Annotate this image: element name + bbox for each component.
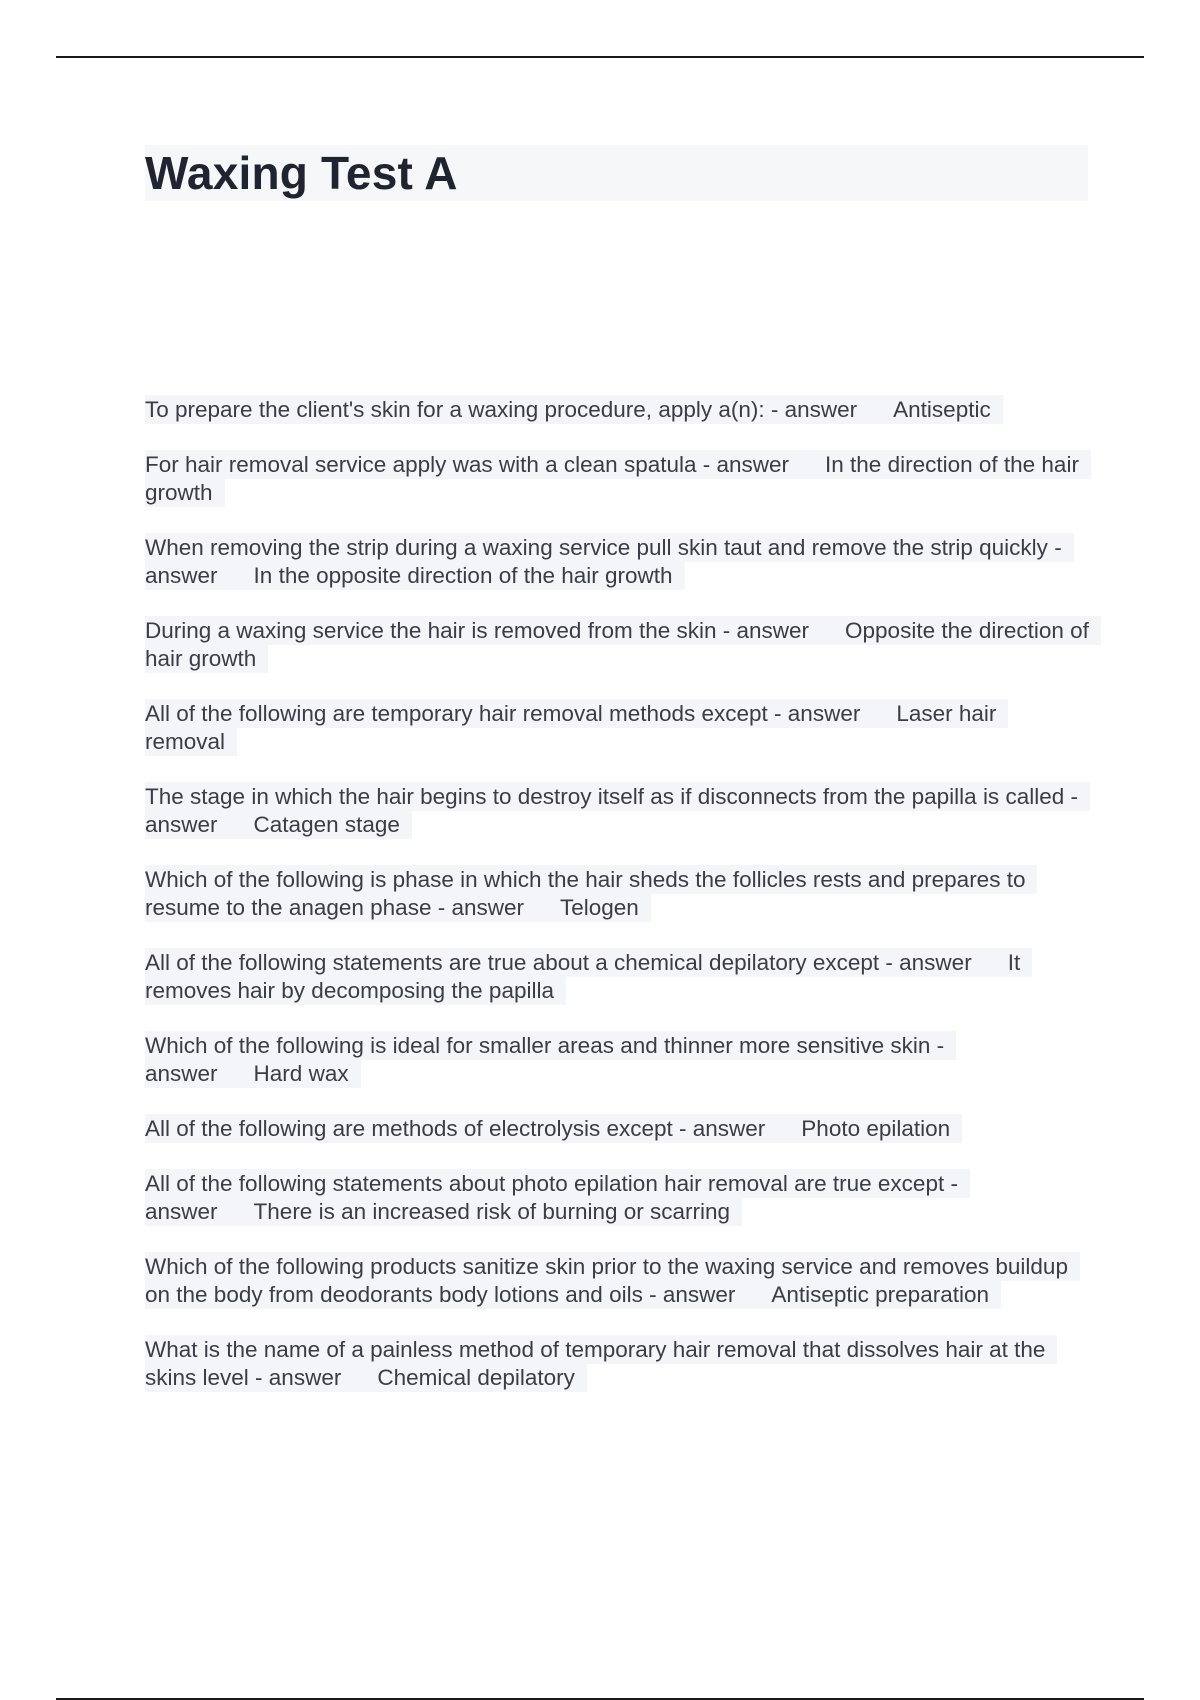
answer-text: Chemical depilatory [377,1365,575,1390]
answer-text: In the opposite direction of the hair growth [253,563,673,588]
answer-label: - answer [696,452,790,477]
qa-highlight [145,1114,962,1143]
answer-label: - answer [145,535,1062,588]
qa-highlight [145,450,1091,507]
qa-item [145,949,1090,1005]
qa-item [145,1336,1090,1392]
qa-highlight [145,395,1003,424]
answer-label: - answer [248,1365,342,1390]
qa-item [145,534,1090,590]
question-text: Which of the following is ideal for smaller areas and thinner more sensitive skin - [145,1033,945,1058]
question-text: All of the following are methods of electrolysis except [145,1116,673,1141]
question-text: For hair removal service apply was with a clean spatula [145,452,697,477]
answer-label: - answer [431,895,524,920]
answer-label: - answer [767,701,861,726]
question-text: The stage in which the hair begins to destroy itself as if disconnects from the papilla is called [145,784,1065,809]
qa-item [145,700,1090,756]
qa-highlight [145,782,1090,839]
question-text: During a waxing service the hair is removed from the skin [145,618,717,643]
top-rule [56,56,1144,58]
question-text: All of the following statements are true about a chemical depilatory except [145,950,880,975]
answer-label: - answer [716,618,810,643]
question-text: Which of the following products sanitize skin prior to the waxing service and removes buildup on the body from deodorants body lotions and oils [145,1254,1068,1307]
answer-text: Antiseptic [893,397,991,422]
qa-highlight [145,616,1101,673]
answer-text: Telogen [560,895,639,920]
answer-text: Photo epilation [801,1116,951,1141]
qa-item [145,1170,1090,1226]
qa-highlight [145,1335,1057,1392]
qa-highlight [145,533,1074,590]
question-text: What is the name of a painless method of temporary hair removal that dissolves hair at the skins level [145,1337,1046,1390]
question-text: To prepare the client's skin for a waxing procedure, apply a(n): [145,397,765,422]
answer-label: answer [145,1199,218,1224]
qa-item [145,783,1090,839]
answer-label: answer [145,1061,218,1086]
qa-item [145,451,1090,507]
qa-highlight [145,865,1037,922]
question-text: All of the following statements about photo epilation hair removal are true except - [145,1171,958,1196]
qa-highlight [145,1169,970,1226]
answer-text: Antiseptic preparation [771,1282,989,1307]
answer-label: - answer [672,1116,766,1141]
question-text: When removing the strip during a waxing service pull skin taut and remove the strip quickly [145,535,1048,560]
qa-item [145,617,1090,673]
answer-text: Hard wax [253,1061,349,1086]
qa-highlight [145,699,1008,756]
qa-highlight [145,1252,1080,1309]
question-text: Which of the following is phase in which the hair sheds the follicles rests and prepares to resume to the anagen phase [145,867,1026,920]
answer-label: - answer [145,784,1078,837]
answer-label: - answer [642,1282,736,1307]
answer-text: There is an increased risk of burning or scarring [253,1199,731,1224]
answer-label: - answer [764,397,858,422]
answer-text: Opposite the direction of hair growth [145,618,1089,671]
qa-item [145,1253,1090,1309]
answer-text: Laser hair removal [145,701,997,754]
qa-item [145,866,1090,922]
page-title: Waxing Test A [145,147,458,199]
answer-label: - answer [879,950,972,975]
answer-text: It removes hair by decomposing the papilla [145,950,1021,1003]
question-text: All of the following are temporary hair removal methods except [145,701,768,726]
qa-highlight [145,1031,956,1088]
answer-text: Catagen stage [253,812,400,837]
answer-text: In the direction of the hair growth [145,452,1079,505]
qa-list [145,396,1090,1419]
qa-item [145,396,1090,424]
qa-item [145,1115,1090,1143]
qa-item [145,1032,1090,1088]
qa-highlight [145,948,1032,1005]
